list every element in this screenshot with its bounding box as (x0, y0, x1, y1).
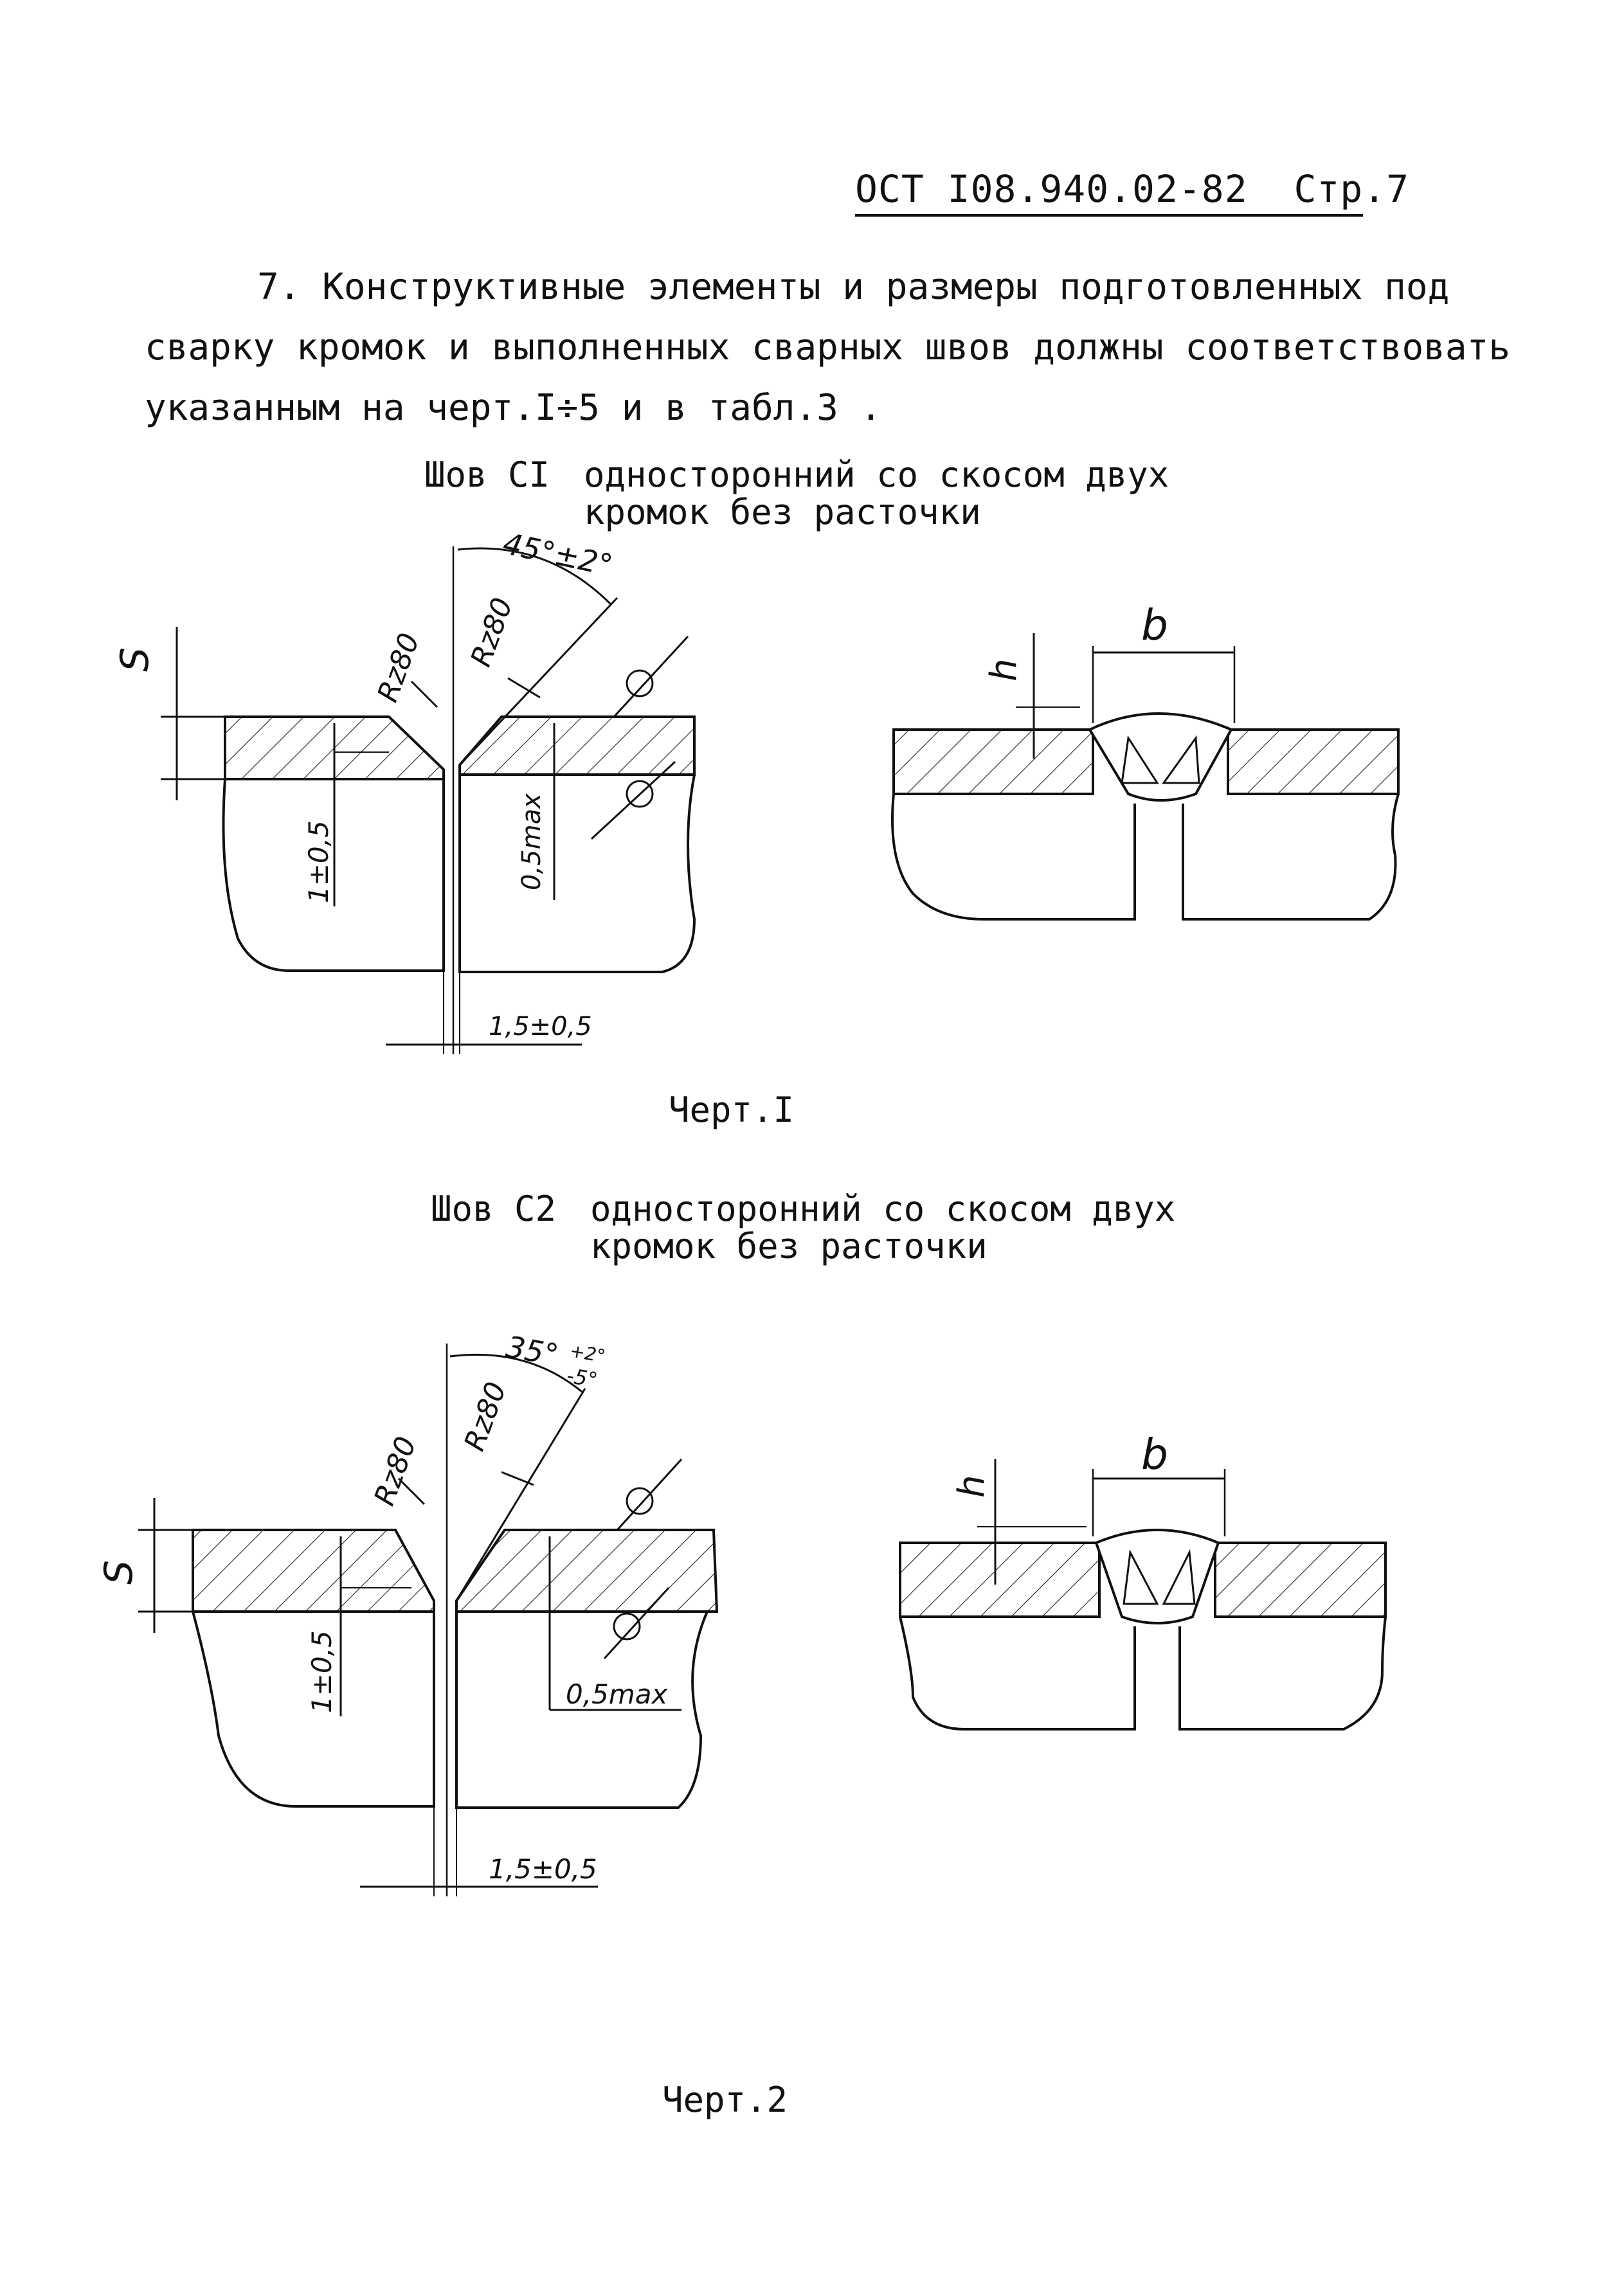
drawing2-weld-bead (1096, 1530, 1218, 1623)
drawing1-right-plate (460, 717, 694, 775)
drawing2-mismatch-label: 0,5max (566, 1678, 668, 1710)
drawing1-weld-bead (1090, 714, 1231, 800)
drawing2-angle-main: 35° (503, 1329, 561, 1372)
drawing2-right-plate (456, 1530, 717, 1612)
drawing1-thickness-label: S (113, 647, 158, 672)
drawing2-angle-upper: +2° (568, 1340, 607, 1367)
drawing2-gap-label: 1,5±0,5 (489, 1853, 597, 1885)
page-number: Стр.7 (1294, 167, 1410, 211)
drawing2-caption: Черт.2 (662, 2080, 788, 2120)
drawing1-edge-prep (161, 546, 694, 1054)
drawing2-weld (900, 1459, 1385, 1729)
seam2-title-line2: кромок без расточки (590, 1226, 988, 1266)
paragraph-line-1: 7. Конструктивные элементы и размеры подготовленных под (257, 266, 1450, 308)
drawing1-angle-label: 45°±2° (500, 525, 616, 583)
drawing2-root-face-label: 1±0,5 (306, 1630, 338, 1713)
paragraph-line-2: сварку кромок и выполненных сварных швов должны соответствовать (145, 327, 1511, 368)
drawing1-root-face-label: 1±0,5 (303, 820, 334, 903)
drawing2-thickness-label: S (96, 1560, 141, 1585)
seam1-label: Шов CI (424, 454, 550, 495)
drawing1-roughness-left: Rz80 (371, 629, 426, 706)
drawing2-weld-plate (900, 1543, 1099, 1617)
drawing1-weld-plate (894, 730, 1093, 794)
drawing1-weld-h: h (983, 658, 1025, 681)
drawing1-mismatch-label: 0,5max (517, 793, 546, 890)
drawing1-right-lower-body (460, 775, 694, 972)
drawing2-left-plate (193, 1530, 434, 1612)
drawing2-roughness-left: Rz80 (368, 1432, 423, 1510)
seam1-title-line2: кромок без расточки (584, 492, 981, 532)
drawing2-weld-h: h (951, 1475, 993, 1498)
standard-code: ОСТ I08.940.02-82 (855, 167, 1248, 211)
drawing2-weld-b: b (1141, 1430, 1168, 1479)
seam2-label: Шов C2 (431, 1189, 557, 1229)
drawing1-caption: Черт.I (669, 1090, 795, 1130)
seam1-title-line1: односторонний со скосом двух (584, 454, 1169, 495)
drawing2-edge-prep (138, 1344, 717, 1896)
seam2-title-line1: односторонний со скосом двух (590, 1189, 1176, 1229)
drawing2-roughness-right: Rz80 (458, 1378, 513, 1455)
paragraph-line-3: указанным на черт.I÷5 и в табл.3 . (145, 387, 882, 429)
drawing1-roughness-right: Rz80 (464, 593, 519, 671)
drawing1-weld (892, 633, 1398, 919)
drawing2-angle-lower: -5° (564, 1363, 600, 1393)
drawing1-weld-b: b (1141, 600, 1168, 650)
drawing1-gap-label: 1,5±0,5 (489, 1012, 592, 1041)
